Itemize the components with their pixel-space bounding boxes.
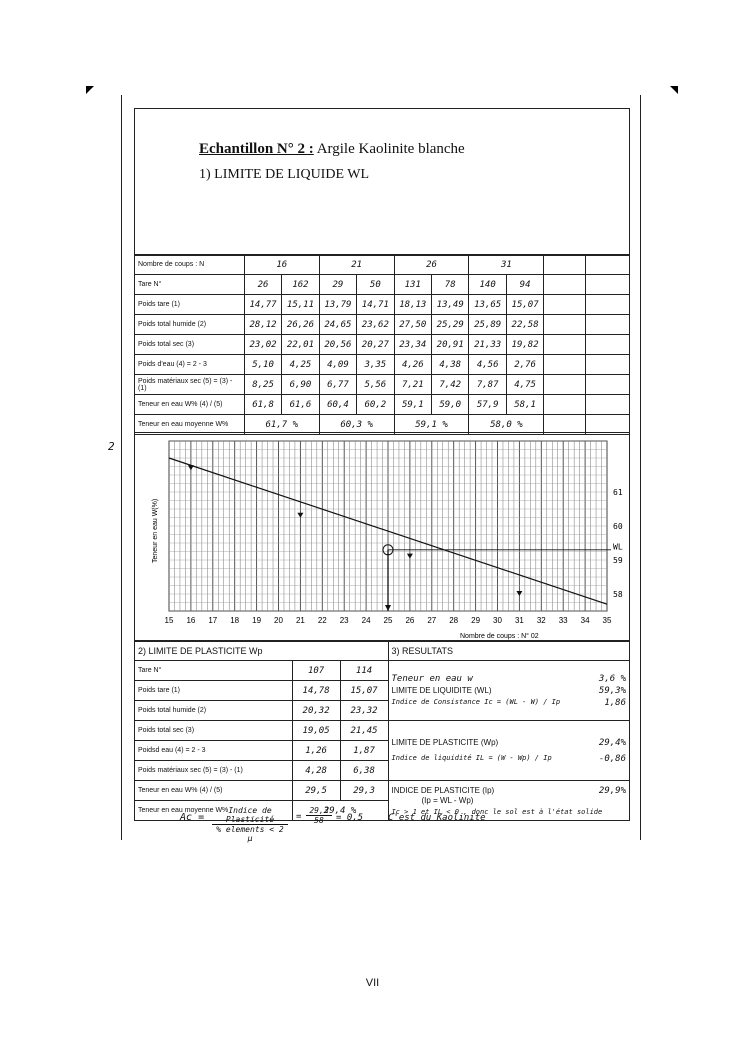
empty-cell [586, 395, 630, 415]
y-tick-label: 60 [613, 522, 623, 531]
cell: 28,12 [244, 315, 281, 335]
cell: 61,6 [282, 395, 319, 415]
wp-label: LIMITE DE PLASTICITE (Wp) [391, 737, 499, 747]
cell: 14,77 [244, 295, 281, 315]
cell: 22,01 [282, 335, 319, 355]
mean-value: 58,0 % [469, 415, 544, 435]
empty-cell [544, 355, 586, 375]
cell: 2,76 [506, 355, 543, 375]
empty-cell [586, 295, 630, 315]
conclusion: Ic > 1 et IL < 0 , donc le sol est à l'état solide [391, 807, 603, 816]
row-label: Tare N° [135, 275, 245, 295]
empty-cell [586, 315, 630, 335]
blows-value: 31 [469, 255, 544, 275]
empty-cell [544, 255, 586, 275]
activity-den-value: 58 [314, 816, 324, 825]
cell: 4,38 [432, 355, 469, 375]
cell: 20,91 [432, 335, 469, 355]
row-label: Teneur en eau W% (4) / (5) [135, 395, 245, 415]
corner-mark-left [86, 86, 94, 94]
result-block-wl [388, 661, 629, 721]
cell: 26,26 [282, 315, 319, 335]
y-axis-label: Teneur en eau W(%) [152, 498, 159, 563]
cell: 15,07 [340, 681, 388, 701]
row-label: Poids total humide (2) [135, 701, 293, 721]
mean-value: 60,3 % [319, 415, 394, 435]
cell: 58,1 [506, 395, 543, 415]
empty-cell [586, 375, 630, 395]
activity-value-fraction [306, 806, 332, 825]
x-tick-label: 24 [361, 616, 371, 625]
x-tick-label: 30 [493, 616, 502, 625]
cell: 6,38 [340, 761, 388, 781]
plasticity-title: 2) LIMITE DE PLASTICITE Wp [135, 641, 389, 661]
y-tick-label: WL [613, 542, 623, 552]
liquid-limit-table [134, 254, 630, 435]
empty-cell [586, 255, 630, 275]
flow-curve-chart [135, 433, 629, 641]
teneur-value: 3,6 % [598, 673, 626, 684]
cell: 26 [244, 275, 281, 295]
wl-label: LIMITE DE LIQUIDITE (WL) [391, 685, 492, 695]
cell: 5,10 [244, 355, 281, 375]
x-tick-label: 31 [514, 616, 524, 625]
result-block-wp [388, 721, 629, 781]
cell: 14,71 [357, 295, 394, 315]
cell: 1,87 [340, 741, 388, 761]
table-row [135, 255, 630, 275]
row-label: Poidsd eau (4) = 2 - 3 [135, 741, 293, 761]
cell: 25,89 [469, 315, 506, 335]
row-label: Teneur en eau moyenne W% [135, 801, 293, 821]
x-tick-label: 21 [295, 616, 305, 625]
x-tick-label: 33 [558, 616, 568, 625]
table-row [135, 641, 630, 661]
cell: 21,45 [340, 721, 388, 741]
empty-cell [544, 395, 586, 415]
x-tick-label: 34 [580, 616, 590, 625]
blows-value: 26 [394, 255, 469, 275]
cell: 59,1 [394, 395, 431, 415]
cell: 59,0 [432, 395, 469, 415]
results-title: 3) RESULTATS [388, 641, 629, 661]
table-row [135, 781, 630, 801]
x-tick-label: 20 [274, 616, 283, 625]
empty-cell [586, 355, 630, 375]
il-label: Indice de liquidité IL = (W - Wp) / Ip [391, 753, 552, 762]
x-tick-label: 29 [471, 616, 481, 625]
activity-result-value: 0,5 [346, 813, 364, 823]
page-number: VII [365, 977, 380, 989]
cell: 19,05 [292, 721, 340, 741]
x-tick-label: 28 [449, 616, 459, 625]
cell: 131 [394, 275, 431, 295]
cell: 4,09 [319, 355, 356, 375]
cell: 23,34 [394, 335, 431, 355]
margin-note: 2 [108, 440, 115, 453]
cell: 15,07 [506, 295, 543, 315]
mean-value: 29,4 % [292, 801, 388, 821]
row-label: Poids total sec (3) [135, 721, 293, 741]
ip-formula: (Ip = WL - Wp) [421, 795, 474, 805]
x-tick-label: 18 [230, 616, 240, 625]
cell: 25,29 [432, 315, 469, 335]
activity-result: = 0,5 [336, 813, 364, 823]
cell: 13,79 [319, 295, 356, 315]
cell: 23,02 [244, 335, 281, 355]
blows-value: 16 [244, 255, 319, 275]
activity-note: C'est du Kaolinite [388, 813, 486, 823]
x-tick-label: 35 [602, 616, 612, 625]
wp-value: 29,4% [598, 737, 626, 748]
x-tick-label: 19 [252, 616, 262, 625]
empty-cell [544, 315, 586, 335]
section-title: 1) LIMITE DE LIQUIDE WL [199, 167, 370, 182]
cell: 7,87 [469, 375, 506, 395]
row-label: Teneur en eau moyenne W% [135, 415, 245, 435]
empty-cell [544, 275, 586, 295]
x-tick-label: 25 [383, 616, 393, 625]
table-row [135, 335, 630, 355]
cell: 23,62 [357, 315, 394, 335]
activity-num-value: 29,3 [306, 806, 332, 816]
ip-label: INDICE DE PLASTICITE (Ip) [391, 785, 495, 795]
empty-cell [544, 335, 586, 355]
x-tick-label: 27 [427, 616, 437, 625]
activity-numerator: Indice de Plasticité [212, 806, 288, 825]
cell: 140 [469, 275, 506, 295]
sample-title [199, 141, 465, 158]
cell: 8,25 [244, 375, 281, 395]
cell: 23,32 [340, 701, 388, 721]
cell: 114 [340, 661, 388, 681]
table-row [135, 355, 630, 375]
x-tick-label: 22 [317, 616, 327, 625]
x-tick-label: 16 [186, 616, 196, 625]
cell: 162 [282, 275, 319, 295]
cell: 107 [292, 661, 340, 681]
table-row [135, 661, 630, 681]
table-row [135, 721, 630, 741]
cell: 94 [506, 275, 543, 295]
cell: 13,49 [432, 295, 469, 315]
chart-box [134, 432, 630, 642]
header-box [134, 108, 630, 256]
y-tick-label: 58 [613, 590, 623, 599]
x-tick-label: 32 [536, 616, 546, 625]
table-row [135, 395, 630, 415]
x-axis-label: Nombre de coups : N° 02 [460, 633, 539, 640]
activity-fraction [212, 806, 288, 843]
cell: 27,50 [394, 315, 431, 335]
activity-lhs-text: Ac [180, 812, 193, 823]
cell: 7,21 [394, 375, 431, 395]
cell: 24,65 [319, 315, 356, 335]
plasticity-results-table [134, 640, 630, 821]
row-label: Poids matériaux sec (5) = (3) - (1) [135, 761, 293, 781]
sample-name: Argile Kaolinite blanche [316, 141, 465, 157]
ic-value: 1,86 [604, 697, 626, 708]
data-point [407, 554, 413, 559]
cell: 6,90 [282, 375, 319, 395]
table-row [135, 375, 630, 395]
row-label: Poids d'eau (4) = 2 - 3 [135, 355, 245, 375]
empty-cell [544, 375, 586, 395]
y-tick-label: 59 [613, 556, 623, 565]
x-tick-label: 17 [208, 616, 218, 625]
row-label: Poids tare (1) [135, 681, 293, 701]
sample-label: Echantillon N° 2 : [199, 141, 314, 157]
cell: 29 [319, 275, 356, 295]
x-tick-label: 15 [164, 616, 174, 625]
table-row [135, 315, 630, 335]
activity-denominator: % elements < 2 μ [216, 825, 284, 843]
cell: 1,26 [292, 741, 340, 761]
cell: 4,28 [292, 761, 340, 781]
blows-value: 21 [319, 255, 394, 275]
cell: 22,58 [506, 315, 543, 335]
ic-label: Indice de Consistance Ic = (WL - W) / Ip [391, 697, 561, 706]
wl-arrow [385, 605, 391, 611]
cell: 21,33 [469, 335, 506, 355]
y-tick-label: 61 [613, 488, 623, 497]
corner-mark-right [670, 86, 678, 94]
cell: 3,35 [357, 355, 394, 375]
cell: 18,13 [394, 295, 431, 315]
cell: 19,82 [506, 335, 543, 355]
row-label: Teneur en eau W% (4) / (5) [135, 781, 293, 801]
cell: 20,27 [357, 335, 394, 355]
data-point [297, 513, 303, 518]
cell: 6,77 [319, 375, 356, 395]
cell: 13,65 [469, 295, 506, 315]
cell: 4,75 [506, 375, 543, 395]
table-row [135, 295, 630, 315]
row-label: Poids matériaux sec (5) = (3) - (1) [135, 375, 245, 395]
cell: 50 [357, 275, 394, 295]
data-point [516, 591, 522, 596]
data-point [188, 465, 194, 470]
cell: 29,3 [340, 781, 388, 801]
mean-value: 59,1 % [394, 415, 469, 435]
ip-value: 29,9% [598, 785, 626, 796]
cell: 60,4 [319, 395, 356, 415]
cell: 61,8 [244, 395, 281, 415]
cell: 4,26 [394, 355, 431, 375]
activity-lhs: Ac = [180, 812, 205, 823]
row-label: Tare N° [135, 661, 293, 681]
cell: 4,56 [469, 355, 506, 375]
cell: 60,2 [357, 395, 394, 415]
cell: 78 [432, 275, 469, 295]
wl-value: 59,3% [598, 685, 626, 696]
il-value: -0,86 [598, 753, 626, 764]
x-tick-label: 23 [339, 616, 349, 625]
empty-cell [586, 335, 630, 355]
cell: 5,56 [357, 375, 394, 395]
cell: 15,11 [282, 295, 319, 315]
teneur-label: Teneur en eau w [391, 673, 473, 684]
cell: 7,42 [432, 375, 469, 395]
row-label: Poids tare (1) [135, 295, 245, 315]
x-tick-label: 26 [405, 616, 415, 625]
cell: 29,5 [292, 781, 340, 801]
row-label: Poids total humide (2) [135, 315, 245, 335]
cell: 4,25 [282, 355, 319, 375]
cell: 20,32 [292, 701, 340, 721]
empty-cell [586, 275, 630, 295]
cell: 14,78 [292, 681, 340, 701]
cell: 20,56 [319, 335, 356, 355]
row-label: Nombre de coups : N [135, 255, 245, 275]
row-label: Poids total sec (3) [135, 335, 245, 355]
mean-value: 61,7 % [244, 415, 319, 435]
cell: 57,9 [469, 395, 506, 415]
table-row [135, 275, 630, 295]
equals-sign: = [296, 812, 302, 822]
empty-cell [544, 295, 586, 315]
